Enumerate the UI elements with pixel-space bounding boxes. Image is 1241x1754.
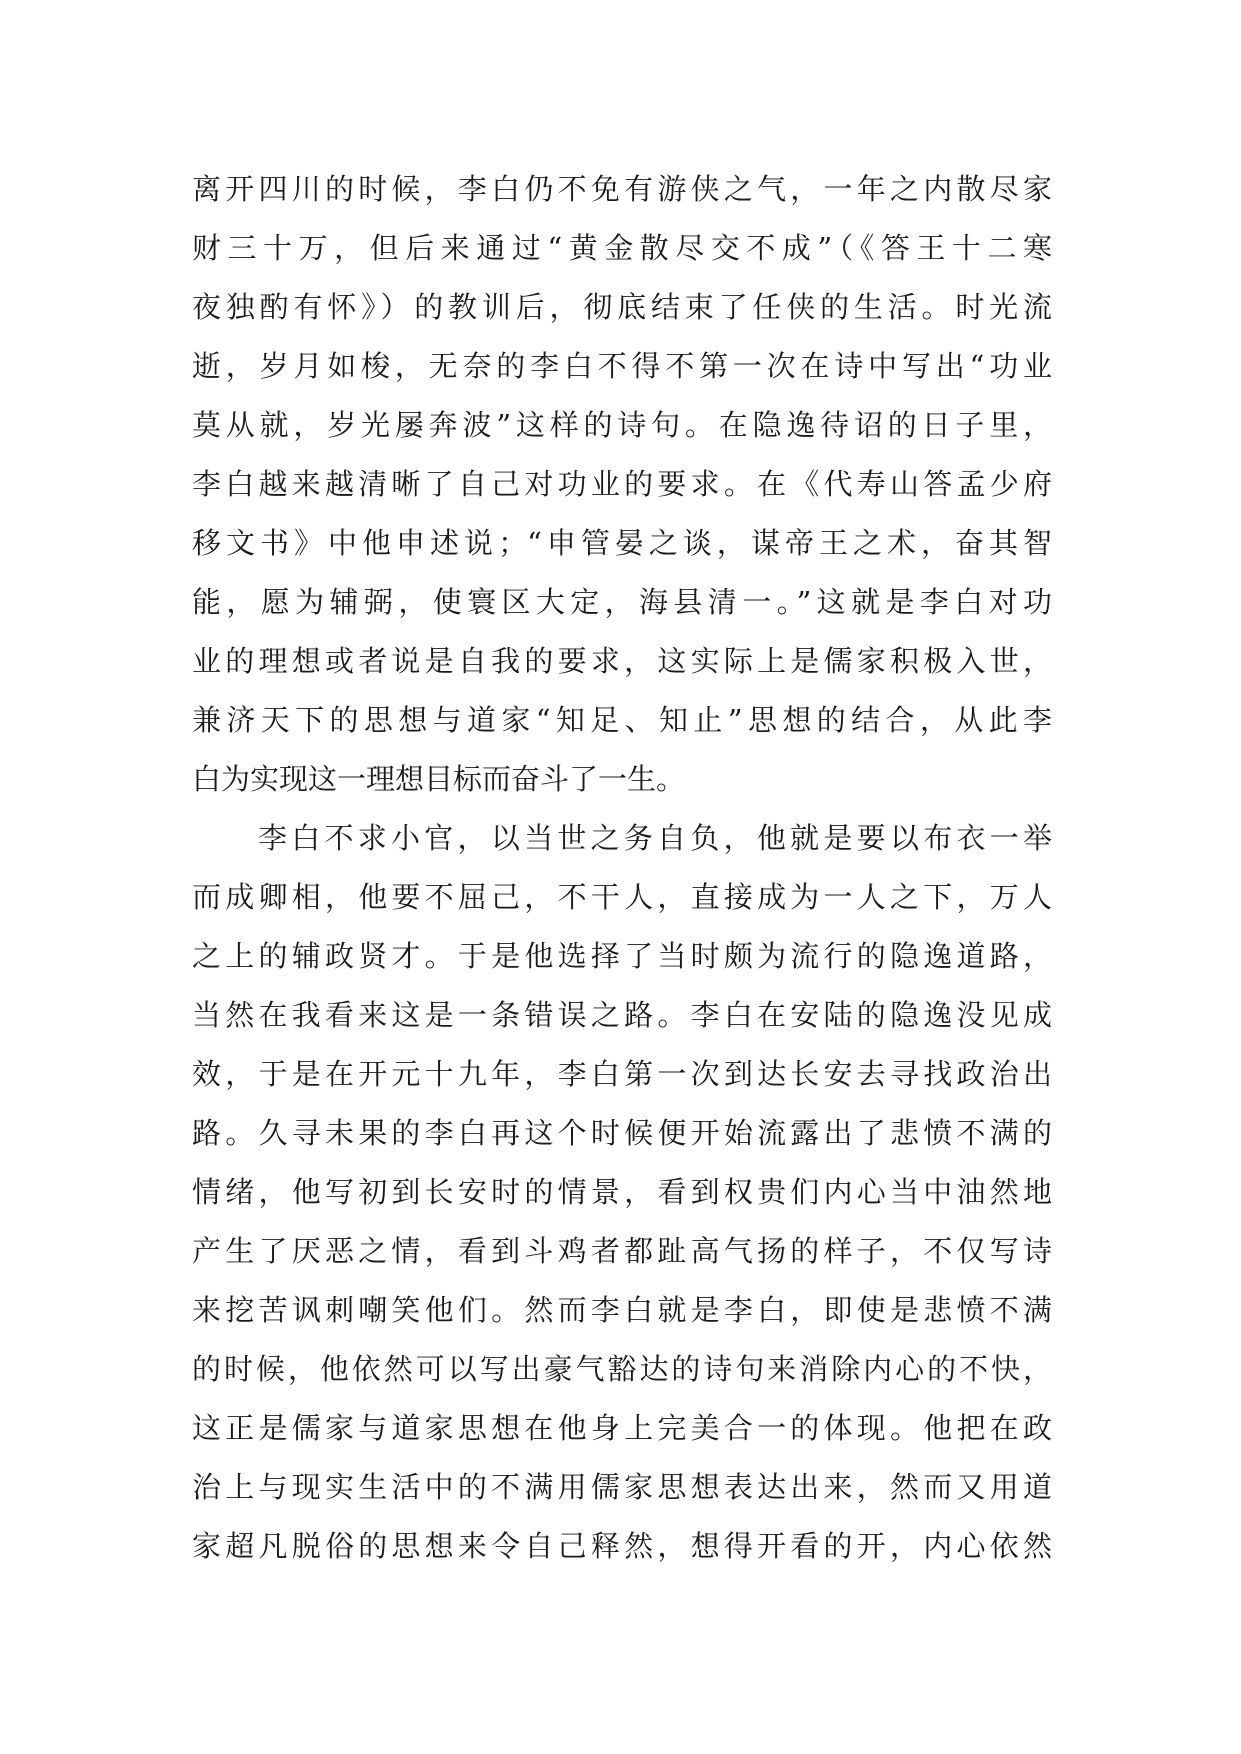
text-line: 业的理想或者说是自我的要求，这实际上是儒家积极入世， xyxy=(192,644,1052,678)
text-line: 的时候，他依然可以写出豪气豁达的诗句来消除内心的不快， xyxy=(192,1352,1052,1386)
text-line: 夜独酌有怀》）的教训后，彻底结束了任侠的生活。时光流 xyxy=(192,290,1052,324)
text-line: 来挖苦讽刺嘲笑他们。然而李白就是李白，即使是悲愤不满 xyxy=(192,1293,1052,1327)
text-line: 效，于是在开元十九年，李白第一次到达长安去寻找政治出 xyxy=(192,1057,1052,1091)
text-line: 李白不求小官，以当世之务自负，他就是要以布衣一举 xyxy=(258,821,1052,855)
text-line: 产生了厌恶之情，看到斗鸡者都趾高气扬的样子，不仅写诗 xyxy=(192,1234,1052,1268)
text-line: 之上的辅政贤才。于是他选择了当时颇为流行的隐逸道路， xyxy=(192,939,1052,973)
paragraph-1 xyxy=(192,160,1052,809)
text-line: 李白越来越清晰了自己对功业的要求。在《代寿山答孟少府 xyxy=(192,467,1052,501)
text-line: 离开四川的时候，李白仍不免有游侠之气，一年之内散尽家 xyxy=(192,172,1052,206)
text-line: 这正是儒家与道家思想在他身上完美合一的体现。他把在政 xyxy=(192,1411,1052,1445)
text-line: 能，愿为辅弼，使寰区大定，海县清一。”这就是李白对功 xyxy=(192,585,1052,619)
paragraph-2 xyxy=(192,809,1052,1576)
text-line: 治上与现实生活中的不满用儒家思想表达出来，然而又用道 xyxy=(192,1470,1052,1504)
text-line: 白为实现这一理想目标而奋斗了一生。 xyxy=(192,762,686,796)
text-line: 而成卿相，他要不屈己，不干人，直接成为一人之下，万人 xyxy=(192,880,1052,914)
text-line: 路。久寻未果的李白再这个时候便开始流露出了悲愤不满的 xyxy=(192,1116,1052,1150)
text-line: 莫从就，岁光屡奔波”这样的诗句。在隐逸待诏的日子里， xyxy=(192,408,1052,442)
text-line: 家超凡脱俗的思想来令自己释然，想得开看的开，内心依然 xyxy=(192,1529,1052,1563)
text-line: 当然在我看来这是一条错误之路。李白在安陆的隐逸没见成 xyxy=(192,998,1052,1032)
body-text xyxy=(192,160,1052,1576)
text-line: 财三十万，但后来通过“黄金散尽交不成”（《答王十二寒 xyxy=(192,231,1052,265)
text-line: 逝，岁月如梭，无奈的李白不得不第一次在诗中写出“功业 xyxy=(192,349,1052,383)
text-line: 兼济天下的思想与道家“知足、知止”思想的结合，从此李 xyxy=(192,703,1052,737)
text-line: 移文书》中他申述说；“申管晏之谈，谋帝王之术，奋其智 xyxy=(192,526,1052,560)
text-line: 情绪，他写初到长安时的情景，看到权贵们内心当中油然地 xyxy=(192,1175,1052,1209)
